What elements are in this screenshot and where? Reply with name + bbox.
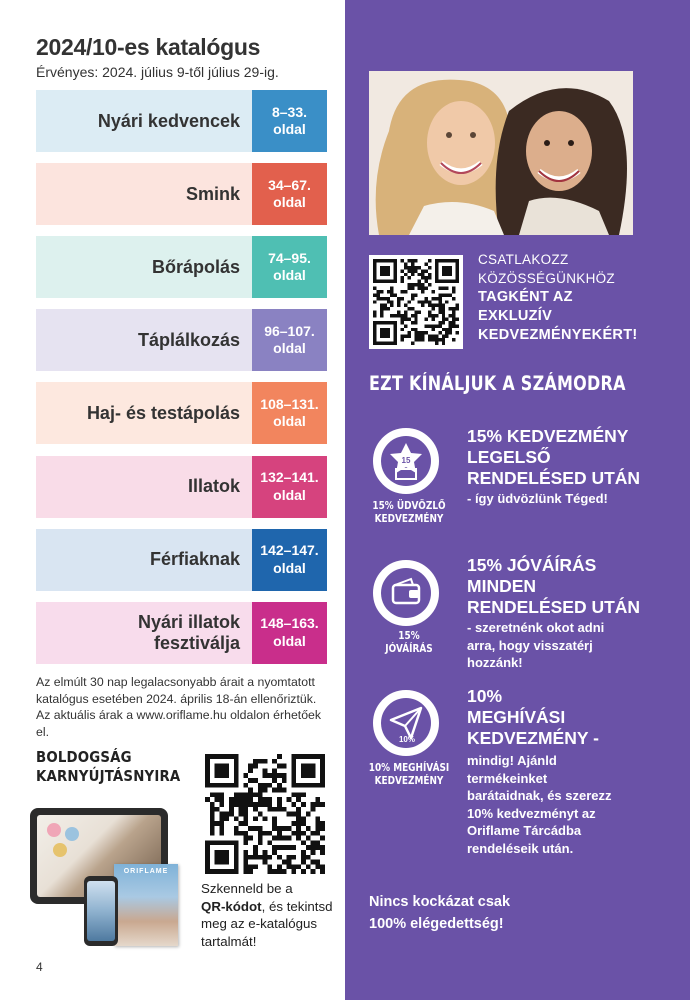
offer2-desc: - szeretnénk okot adni arra, hogy visszatérj hozzánk! (467, 620, 605, 670)
section-page-range: 108–131. (260, 395, 319, 412)
offer1-badge (373, 428, 439, 494)
product-dot (53, 843, 67, 857)
offer2-title: 15% JÓVÁÍRÁS MINDEN RENDELÉSED UTÁN (467, 555, 641, 617)
section-page-unit: oldal (273, 486, 306, 503)
section-pages (252, 163, 327, 225)
section-label-box (36, 456, 252, 518)
phone-screen (87, 881, 115, 941)
scan-bold: QR-kódot (201, 898, 262, 914)
offer2-caption-line2: JÓVÁÍRÁS (385, 643, 433, 655)
paper-plane-icon (381, 698, 431, 748)
section-row[interactable] (36, 163, 327, 225)
section-label-box (36, 236, 252, 298)
gift-box-star-text: 15 (401, 456, 411, 465)
join-line1: CSATLAKOZZ (478, 252, 569, 267)
section-label: Smink (185, 183, 240, 204)
scan-post: , és tekintsd meg az e-katalógus tartalmát! (201, 898, 333, 949)
scan-instructions (201, 880, 341, 950)
validity-text: Érvényes: 2024. július 9-től július 29-ig. (36, 64, 279, 80)
offer3-caption-line2: KEDVEZMÉNY (374, 775, 444, 787)
section-page-unit: oldal (273, 340, 306, 357)
offer3-caption-line1: 10% MEGHÍVÁSI (368, 762, 450, 774)
section-row[interactable] (36, 90, 327, 152)
section-page-range: 8–33. (271, 103, 308, 120)
two-women-photo (369, 71, 633, 235)
section-label-box (36, 602, 252, 664)
satisfaction-line1: Nincs kockázat csak (369, 894, 511, 910)
section-label: Táplálkozás (137, 329, 240, 350)
section-row[interactable] (36, 236, 327, 298)
section-row[interactable] (36, 529, 327, 591)
section-row[interactable] (36, 382, 327, 444)
offer1-badge-inner (381, 436, 431, 486)
offer3-desc: mindig! Ajánld termékeinket barátaidnak, és szerezz 10% kedvezményt az Oriflame Tárcádba rendeléseik után. (467, 753, 612, 856)
right-panel (345, 0, 690, 1000)
section-label-box (36, 529, 252, 591)
section-pages (252, 529, 327, 591)
offer1-caption (361, 500, 456, 526)
section-page-unit: oldal (273, 194, 306, 211)
section-page-range: 34–67. (268, 176, 311, 193)
offer3-badge (373, 690, 439, 756)
offer3-title: 10% MEGHÍVÁSI KEDVEZMÉNY - (467, 686, 599, 748)
section-label-box (36, 309, 252, 371)
product-dot (65, 827, 79, 841)
section-label: Férfiaknak (149, 549, 240, 570)
section-page-range: 96–107. (264, 322, 315, 339)
join-line4: EXKLUZÍV (478, 308, 553, 324)
phone-image (84, 876, 118, 946)
promo-heading-line2: KARNYÚJTÁSNYIRA (36, 767, 181, 785)
catalog-brand-text: ORIFLAME (123, 868, 169, 875)
section-label: Nyári illatok fesztiválja (137, 612, 240, 653)
section-pages (252, 382, 327, 444)
section-page-unit: oldal (273, 559, 306, 576)
offer1-caption-line2: KEDVEZMÉNY (374, 513, 444, 525)
gift-box-star-icon (381, 436, 431, 486)
section-page-unit: oldal (273, 632, 306, 649)
offer2-caption (361, 630, 456, 656)
offer1-caption-line1: 15% ÜDVÖZLŐ (372, 500, 446, 512)
paper-plane-text: 10% (398, 735, 416, 744)
offer1-desc: - így üdvözlünk Téged! (467, 491, 608, 506)
offer2-badge (373, 560, 439, 626)
offer3-caption (361, 762, 456, 788)
join-line3: TAGKÉNT AZ (478, 289, 573, 305)
promo-heading (36, 748, 180, 786)
offer2-badge-inner (381, 568, 431, 618)
section-label: Illatok (187, 476, 240, 497)
section-label: Haj- és testápolás (86, 403, 240, 424)
offer1-title: 15% KEDVEZMÉNY LEGELSŐ RENDELÉSED UTÁN (467, 426, 641, 488)
section-pages (252, 236, 327, 298)
product-dot (47, 823, 61, 837)
catalog-title: 2024/10-es katalógus (36, 34, 261, 60)
section-row[interactable] (36, 456, 327, 518)
wallet-icon (381, 568, 431, 618)
section-page-range: 132–141. (260, 469, 319, 485)
join-text (478, 250, 688, 345)
section-page-range: 74–95. (268, 249, 311, 266)
section-label-box (36, 90, 252, 152)
offers-heading: EZT KÍNÁLJUK A SZÁMODRA (369, 372, 626, 395)
scan-line1: Szkenneld be a (201, 881, 293, 896)
section-page-unit: oldal (273, 121, 306, 137)
section-label-box (36, 382, 252, 444)
page-number: 4 (36, 960, 43, 974)
satisfaction-note (369, 892, 510, 935)
ecatalog-qr-code[interactable] (205, 754, 325, 874)
join-line5: KEDVEZMÉNYEKÉRT! (478, 327, 638, 343)
printed-catalog-image (114, 864, 178, 946)
promo-heading-line1: BOLDOGSÁG (36, 748, 132, 766)
section-pages (252, 309, 327, 371)
section-page-range: 148–163. (260, 615, 319, 632)
section-page-unit: oldal (273, 413, 306, 430)
section-row[interactable] (36, 309, 327, 371)
section-page-unit: oldal (273, 267, 306, 284)
satisfaction-line2: 100% elégedettség! (369, 915, 504, 932)
community-qr-code[interactable] (369, 255, 463, 349)
section-label: Bőrápolás (151, 256, 240, 277)
offer3-badge-inner (381, 698, 431, 748)
section-pages (252, 456, 327, 518)
section-row[interactable] (36, 602, 327, 664)
price-note: Az elmúlt 30 nap legalacsonyabb árait a nyomtatott katalógus esetében 2024. április 18-án ellenőriztük. Az aktuális árak a www.oriflame.hu oldalon érhetőek el. (36, 675, 322, 739)
section-pages (252, 90, 327, 152)
section-label-box (36, 163, 252, 225)
offer2-caption-line1: 15% (398, 630, 420, 642)
section-label: Nyári kedvencek (97, 110, 240, 131)
section-pages (252, 602, 327, 664)
scan-line2 (201, 898, 341, 951)
join-line2: KÖZÖSSÉGÜNKHÖZ (478, 271, 615, 286)
section-page-range: 142–147. (260, 542, 319, 559)
